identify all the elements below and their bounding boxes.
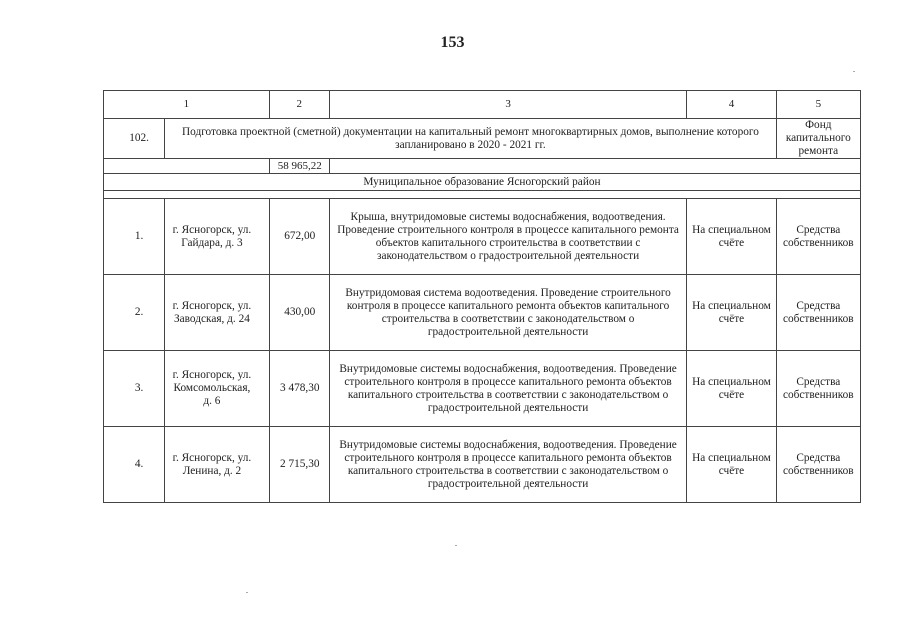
table-row — [104, 351, 861, 427]
spacer-row — [104, 191, 861, 199]
row-works: Внутридомовые системы водоснабжения, водоотведения. Проведение строительного контроля в процессе капитального ремонта объектов капитального строительства в соответствии с законодательством о градостроительной деятельности — [329, 427, 686, 503]
row-source: Средства собственников — [776, 427, 860, 503]
scan-speck — [246, 592, 248, 593]
row-address: г. Ясногорск, ул. Ленина, д. 2 — [165, 427, 269, 503]
row-address: г. Ясногорск, ул. Гайдара, д. 3 — [165, 199, 269, 275]
header-col-5: 5 — [776, 91, 860, 119]
section-row — [104, 119, 861, 159]
row-address: г. Ясногорск, ул. Заводская, д. 24 — [165, 275, 269, 351]
header-col-1: 1 — [104, 91, 270, 119]
header-col-4: 4 — [687, 91, 776, 119]
municipality-title: Муниципальное образование Ясногорский район — [104, 174, 861, 191]
section-number: 102. — [104, 119, 165, 159]
row-number: 1. — [104, 199, 165, 275]
table-row — [104, 427, 861, 503]
row-number: 2. — [104, 275, 165, 351]
municipality-row — [104, 174, 861, 191]
row-works: Внутридомовые системы водоснабжения, водоотведения. Проведение строительного контроля в процессе капитального ремонта объектов капитального строительства в соответствии с законодательством о градостроительной деятельности — [329, 351, 686, 427]
section-title: Подготовка проектной (сметной) документации на капитальный ремонт многоквартирных домов, выполнение которого запланировано в 2020 - 2021 гг. — [165, 119, 776, 159]
header-col-2: 2 — [269, 91, 329, 119]
table-row — [104, 199, 861, 275]
scan-speck — [455, 545, 457, 546]
row-works: Крыша, внутридомовые системы водоснабжения, водоотведения. Проведение строительного контроля в процессе капитального ремонта объектов капитального строительства в соответствии с законодательством о градостроительной деятельности — [329, 199, 686, 275]
scan-speck — [853, 71, 855, 72]
row-cost: 672,00 — [269, 199, 329, 275]
row-number: 3. — [104, 351, 165, 427]
row-account: На специальном счёте — [687, 275, 776, 351]
row-source: Средства собственников — [776, 199, 860, 275]
row-cost: 2 715,30 — [269, 427, 329, 503]
row-source: Средства собственников — [776, 351, 860, 427]
row-works: Внутридомовая система водоотведения. Проведение строительного контроля в процессе капитального ремонта объектов капитального строительства в соответствии с законодательством о градостроительной деятельности — [329, 275, 686, 351]
row-number: 4. — [104, 427, 165, 503]
page-number: 153 — [440, 34, 465, 51]
section-total: 58 965,22 — [269, 159, 329, 174]
row-cost: 3 478,30 — [269, 351, 329, 427]
capital-repair-table — [103, 90, 861, 503]
header-col-3: 3 — [329, 91, 686, 119]
section-fund: Фонд капитального ремонта — [776, 119, 860, 159]
row-account: На специальном счёте — [687, 199, 776, 275]
row-account: На специальном счёте — [687, 351, 776, 427]
table-row — [104, 275, 861, 351]
row-cost: 430,00 — [269, 275, 329, 351]
section-total-row — [104, 159, 861, 174]
row-account: На специальном счёте — [687, 427, 776, 503]
row-address: г. Ясногорск, ул. Комсомольская, д. 6 — [165, 351, 269, 427]
table-header-row — [104, 91, 861, 119]
row-source: Средства собственников — [776, 275, 860, 351]
